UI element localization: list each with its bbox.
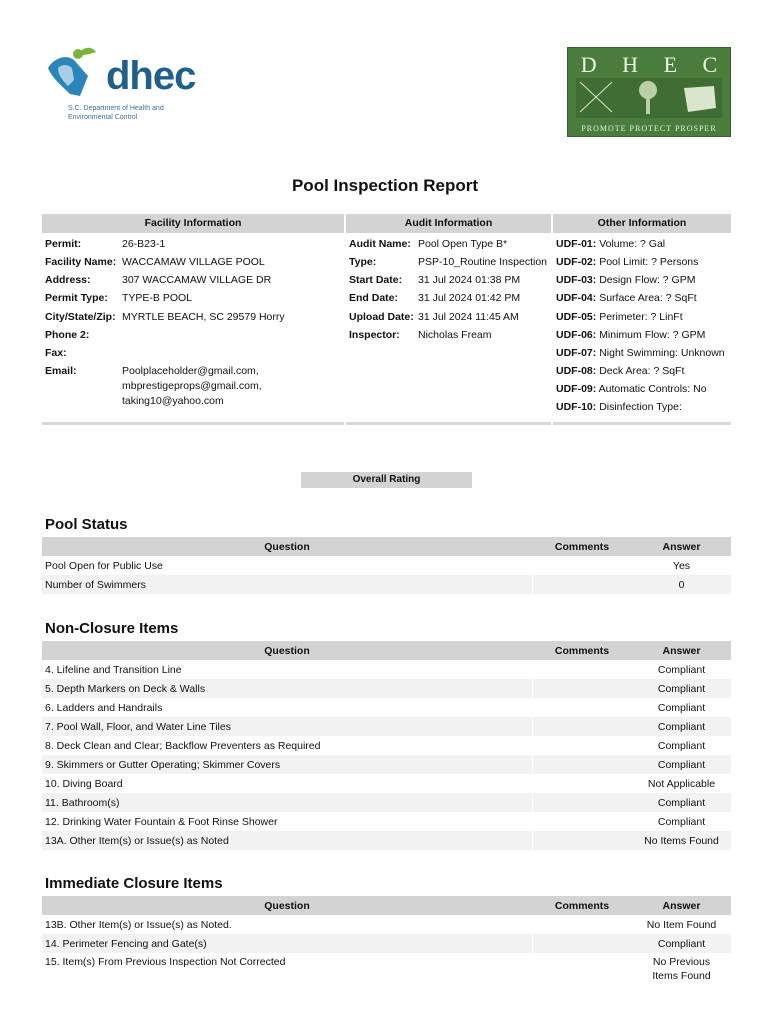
comments-cell xyxy=(532,812,632,831)
comments-header: Comments xyxy=(532,537,632,556)
pool-status-title: Pool Status xyxy=(45,516,128,533)
udf-row xyxy=(556,238,665,251)
email-value: taking10@yahoo.com xyxy=(122,395,224,407)
email-value: mbprestigeprops@gmail.com, xyxy=(122,380,262,392)
comments-cell xyxy=(532,575,632,594)
answer-header: Answer xyxy=(632,537,731,556)
comments-header: Comments xyxy=(532,896,632,915)
udf-value: Perimeter: ? LinFt xyxy=(599,311,683,323)
field-label: Email: xyxy=(45,365,77,377)
udf-row xyxy=(556,256,698,269)
table-row xyxy=(42,698,731,717)
question-cell: 6. Ladders and Handrails xyxy=(42,698,532,717)
answer-header: Answer xyxy=(632,641,731,660)
field-value: 26-B23-1 xyxy=(122,238,166,250)
question-header: Question xyxy=(42,896,532,915)
answer-cell: Compliant xyxy=(632,679,731,698)
udf-value: Deck Area: ? SqFt xyxy=(599,365,685,377)
field-label: Facility Name: xyxy=(45,256,117,268)
overall-rating-header: Overall Rating xyxy=(301,472,472,488)
question-cell: 11. Bathroom(s) xyxy=(42,793,532,812)
table-row xyxy=(42,575,731,594)
udf-row xyxy=(556,365,684,378)
udf-value: Surface Area: ? SqFt xyxy=(599,292,697,304)
dhec-logo-subtitle: S.C. Department of Health and Environmental Control xyxy=(68,105,164,121)
answer-cell: No Item Found xyxy=(632,915,731,934)
answer-cell: No Items Found xyxy=(632,831,731,850)
question-cell: 13A. Other Item(s) or Issue(s) as Noted xyxy=(42,831,532,850)
udf-label: UDF-06: xyxy=(556,329,597,341)
table-row xyxy=(42,812,731,831)
seal-tagline: PROMOTE PROTECT PROSPER xyxy=(581,124,717,133)
field-value: 31 Jul 2024 01:38 PM xyxy=(418,274,521,286)
non-closure-table xyxy=(42,641,731,850)
field-label: End Date: xyxy=(349,292,399,304)
field-label: Inspector: xyxy=(349,329,400,341)
question-cell: 5. Depth Markers on Deck & Walls xyxy=(42,679,532,698)
seal-letter: E xyxy=(663,52,678,77)
comments-cell xyxy=(532,717,632,736)
question-cell: Number of Swimmers xyxy=(42,575,532,594)
udf-row xyxy=(556,311,683,324)
field-label: Permit Type: xyxy=(45,292,108,304)
field-value: 307 WACCAMAW VILLAGE DR xyxy=(122,274,272,286)
field-value: PSP-10_Routine Inspection xyxy=(418,256,547,268)
report-title: Pool Inspection Report xyxy=(291,176,479,195)
facility-info-header: Facility Information xyxy=(42,214,344,233)
table-row xyxy=(42,915,731,934)
udf-label: UDF-09: xyxy=(556,383,597,395)
question-cell: 15. Item(s) From Previous Inspection Not Corrected xyxy=(42,953,532,985)
table-row xyxy=(42,793,731,812)
udf-value: Disinfection Type: xyxy=(599,401,682,413)
seal-letter: D xyxy=(580,52,597,77)
question-cell: 10. Diving Board xyxy=(42,774,532,793)
field-label: Fax: xyxy=(45,347,67,359)
question-cell: 13B. Other Item(s) or Issue(s) as Noted. xyxy=(42,915,532,934)
udf-row xyxy=(556,329,705,342)
field-value: MYRTLE BEACH, SC 29579 Horry xyxy=(122,311,285,323)
udf-row xyxy=(556,292,697,305)
immediate-closure-table xyxy=(42,896,731,985)
field-label: Upload Date: xyxy=(349,311,414,323)
dhec-logo-word: dhec xyxy=(106,54,196,98)
field-label: Permit: xyxy=(45,238,82,250)
comments-cell xyxy=(532,736,632,755)
question-cell: 14. Perimeter Fencing and Gate(s) xyxy=(42,934,532,953)
answer-cell: Compliant xyxy=(632,660,731,679)
answer-cell: Compliant xyxy=(632,934,731,953)
field-value: Nicholas Fream xyxy=(418,329,492,341)
field-value: 31 Jul 2024 01:42 PM xyxy=(418,292,521,304)
answer-cell: Not Applicable xyxy=(632,774,731,793)
question-cell: 4. Lifeline and Transition Line xyxy=(42,660,532,679)
field-label: Start Date: xyxy=(349,274,403,286)
udf-value: Minimum Flow: ? GPM xyxy=(599,329,706,341)
table-header-row xyxy=(42,537,731,556)
udf-row xyxy=(556,383,707,396)
comments-cell xyxy=(532,915,632,934)
answer-cell: Compliant xyxy=(632,717,731,736)
question-cell: 7. Pool Wall, Floor, and Water Line Tiles xyxy=(42,717,532,736)
table-row xyxy=(42,953,731,985)
question-header: Question xyxy=(42,537,532,556)
udf-label: UDF-03: xyxy=(556,274,597,286)
question-header: Question xyxy=(42,641,532,660)
udf-label: UDF-01: xyxy=(556,238,597,250)
answer-cell: No Previous Items Found xyxy=(632,953,731,985)
field-value: TYPE-B POOL xyxy=(122,292,193,304)
udf-value: Volume: ? Gal xyxy=(599,238,666,250)
table-header-row xyxy=(42,896,731,915)
table-row xyxy=(42,831,731,850)
comments-cell xyxy=(532,660,632,679)
table-row xyxy=(42,774,731,793)
seal-artwork-icon xyxy=(576,78,722,118)
field-label: Address: xyxy=(45,274,91,286)
udf-row xyxy=(556,274,695,287)
other-info-header: Other Information xyxy=(553,214,731,233)
table-row xyxy=(42,934,731,953)
question-cell: 12. Drinking Water Fountain & Foot Rinse Shower xyxy=(42,812,532,831)
answer-cell: Compliant xyxy=(632,755,731,774)
question-cell: 9. Skimmers or Gutter Operating; Skimmer Covers xyxy=(42,755,532,774)
dhec-logo xyxy=(44,46,194,126)
comments-cell xyxy=(532,774,632,793)
udf-label: UDF-07: xyxy=(556,347,597,359)
immediate-closure-title: Immediate Closure Items xyxy=(45,875,223,892)
comments-cell xyxy=(532,679,632,698)
seal-letters xyxy=(568,52,730,78)
table-row xyxy=(42,679,731,698)
answer-cell: 0 xyxy=(632,575,731,594)
seal-letter: C xyxy=(702,52,718,77)
table-row xyxy=(42,736,731,755)
facility-row xyxy=(45,365,345,410)
udf-value: Night Swimming: Unknown xyxy=(599,347,725,359)
field-label: City/State/Zip: xyxy=(45,311,116,323)
udf-label: UDF-10: xyxy=(556,401,597,413)
field-label: Audit Name: xyxy=(349,238,411,250)
field-value: Pool Open Type B* xyxy=(418,238,508,250)
info-block xyxy=(42,214,731,422)
comments-cell xyxy=(532,755,632,774)
table-row xyxy=(42,755,731,774)
audit-info-header: Audit Information xyxy=(346,214,551,233)
field-value: 31 Jul 2024 11:45 AM xyxy=(418,311,519,323)
udf-row xyxy=(556,401,682,414)
field-value: WACCAMAW VILLAGE POOL xyxy=(122,256,265,268)
non-closure-title: Non-Closure Items xyxy=(45,620,179,637)
answer-cell: Yes xyxy=(632,556,731,575)
udf-row xyxy=(556,347,725,360)
answer-cell: Compliant xyxy=(632,812,731,831)
udf-label: UDF-02: xyxy=(556,256,597,268)
comments-cell xyxy=(532,698,632,717)
answer-cell: Compliant xyxy=(632,793,731,812)
table-row xyxy=(42,717,731,736)
answer-cell: Compliant xyxy=(632,736,731,755)
udf-value: Design Flow: ? GPM xyxy=(599,274,696,286)
udf-value: Automatic Controls: No xyxy=(598,383,707,395)
comments-cell xyxy=(532,831,632,850)
dhec-seal-logo xyxy=(567,47,731,137)
table-header-row xyxy=(42,641,731,660)
question-cell: 8. Deck Clean and Clear; Backflow Preventers as Required xyxy=(42,736,532,755)
answer-header: Answer xyxy=(632,896,731,915)
pool-status-table xyxy=(42,537,731,594)
comments-cell xyxy=(532,556,632,575)
udf-label: UDF-04: xyxy=(556,292,597,304)
comments-cell xyxy=(532,953,632,985)
comments-header: Comments xyxy=(532,641,632,660)
question-cell: Pool Open for Public Use xyxy=(42,556,532,575)
table-row xyxy=(42,660,731,679)
seal-letter: H xyxy=(622,52,639,77)
udf-label: UDF-05: xyxy=(556,311,597,323)
comments-cell xyxy=(532,934,632,953)
email-value: Poolplaceholder@gmail.com, xyxy=(122,365,259,377)
udf-label: UDF-08: xyxy=(556,365,597,377)
comments-cell xyxy=(532,793,632,812)
udf-value: Pool Limit: ? Persons xyxy=(599,256,699,268)
table-row xyxy=(42,556,731,575)
answer-cell: Compliant xyxy=(632,698,731,717)
field-label: Phone 2: xyxy=(45,329,90,341)
field-label: Type: xyxy=(349,256,377,268)
